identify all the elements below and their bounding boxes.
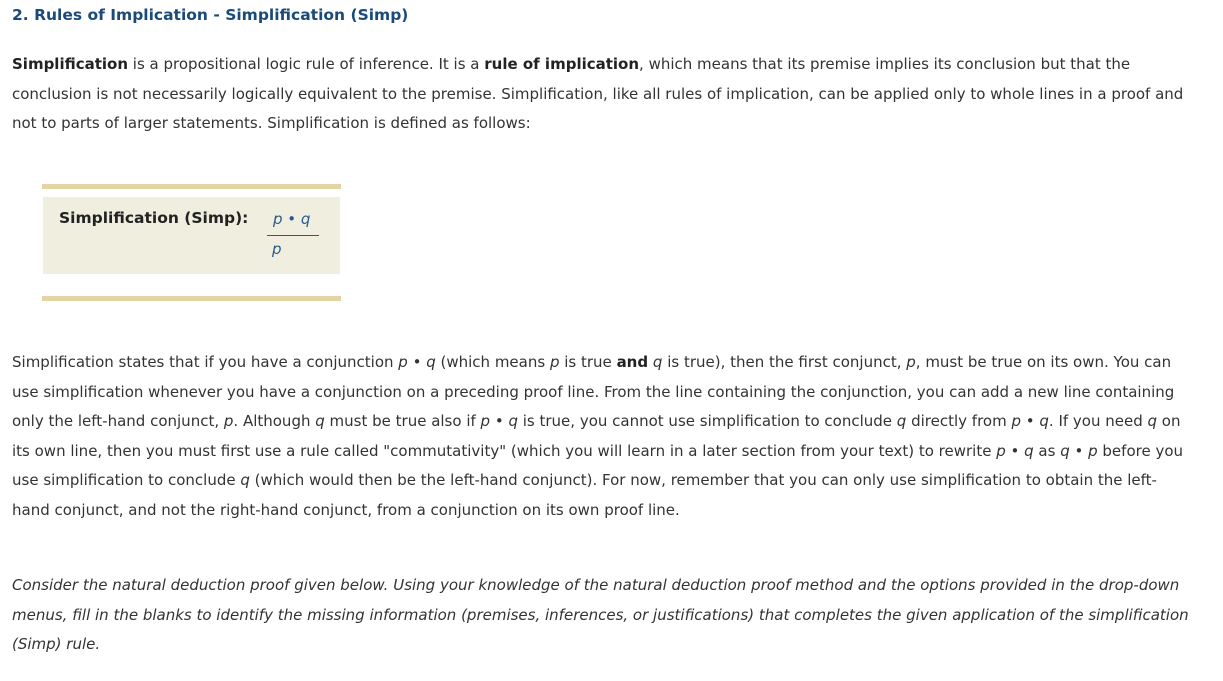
explanation-text: is true, you cannot use simplification to conclude — [517, 412, 897, 431]
rule-inference-line — [267, 235, 319, 236]
formula-var: q — [1147, 412, 1158, 431]
explanation-text: must be true also if — [324, 412, 481, 431]
term-rule-of-implication: rule of implication — [484, 55, 640, 73]
explanation-text: as — [1033, 441, 1061, 460]
section-heading: 2. Rules of Implication - Simplification (Simp) — [12, 6, 409, 24]
intro-text-2: , which means that its premise implies its conclusion but that the conclusion is not necessarily logically equivalent to the premise. Simplification, like all rules of implication, can be applied only to whole lines in a proof and not to parts of larger statements. Simplification is defined as follows: — [12, 55, 1184, 133]
explanation-paragraph — [12, 348, 1192, 526]
rule-box-top-border — [42, 184, 341, 189]
instruction-paragraph: Consider the natural deduction proof given below. Using your knowledge of the natural deduction proof method and the options provided in the drop-down menus, fill in the blanks to identify the missing information (premises, inferences, or justifications) that completes the given application of the simplification (Simp) rule. — [12, 576, 1189, 654]
term-and: and — [616, 353, 649, 371]
explanation-text: is true), then the first conjunct, — [662, 353, 907, 371]
formula-var: p — [223, 412, 234, 431]
explanation-text: . If you need — [1048, 412, 1148, 431]
explanation-text: . Although — [233, 412, 316, 431]
formula-var: p • q — [1011, 412, 1049, 431]
simplification-rule-box — [43, 197, 340, 274]
formula-var: q — [315, 412, 325, 431]
explanation-text: , must be true on its own. You can use simplification whenever you have a conjunction on a preceding proof line. From the line containing the conjunction, you can add a new line containing only the left-hand conjunct, — [12, 353, 1175, 431]
formula-var: q • p — [1060, 441, 1098, 460]
formula-var: p • q — [480, 412, 518, 431]
formula-var: q — [652, 353, 663, 371]
formula-var: q — [240, 471, 250, 490]
explanation-text: Simplification states that if you have a conjunction — [12, 353, 399, 371]
formula-var: p • q — [398, 353, 436, 371]
explanation-text: directly from — [906, 412, 1012, 431]
formula-var: q — [896, 412, 907, 431]
rule-label: Simplification (Simp): — [59, 209, 249, 227]
formula-var: p — [906, 353, 916, 371]
term-simplification: Simplification — [12, 55, 129, 73]
intro-paragraph — [12, 50, 1192, 139]
intro-text-1: is a propositional logic rule of inference. It is a — [128, 55, 485, 73]
rule-box-bottom-border — [42, 296, 341, 301]
formula-var: p — [549, 353, 560, 371]
explanation-text: is true — [559, 353, 617, 371]
formula-var: p • q — [996, 441, 1034, 460]
explanation-text: on its own line, then you must first use a rule called "commutativity" (which you will learn in a later section from your text) to rewrite — [12, 412, 1181, 460]
explanation-text: before you use simplification to conclude — [12, 441, 1184, 490]
explanation-text: (which means — [435, 353, 550, 371]
explanation-text: (which would then be the left-hand conjunct). For now, remember that you can only use simplification to obtain the left-hand conjunct, and not the right-hand conjunct, from a conjunction on its own proof line. — [12, 471, 1157, 519]
rule-conclusion: p — [272, 240, 282, 258]
rule-premise: p • q — [273, 210, 311, 228]
